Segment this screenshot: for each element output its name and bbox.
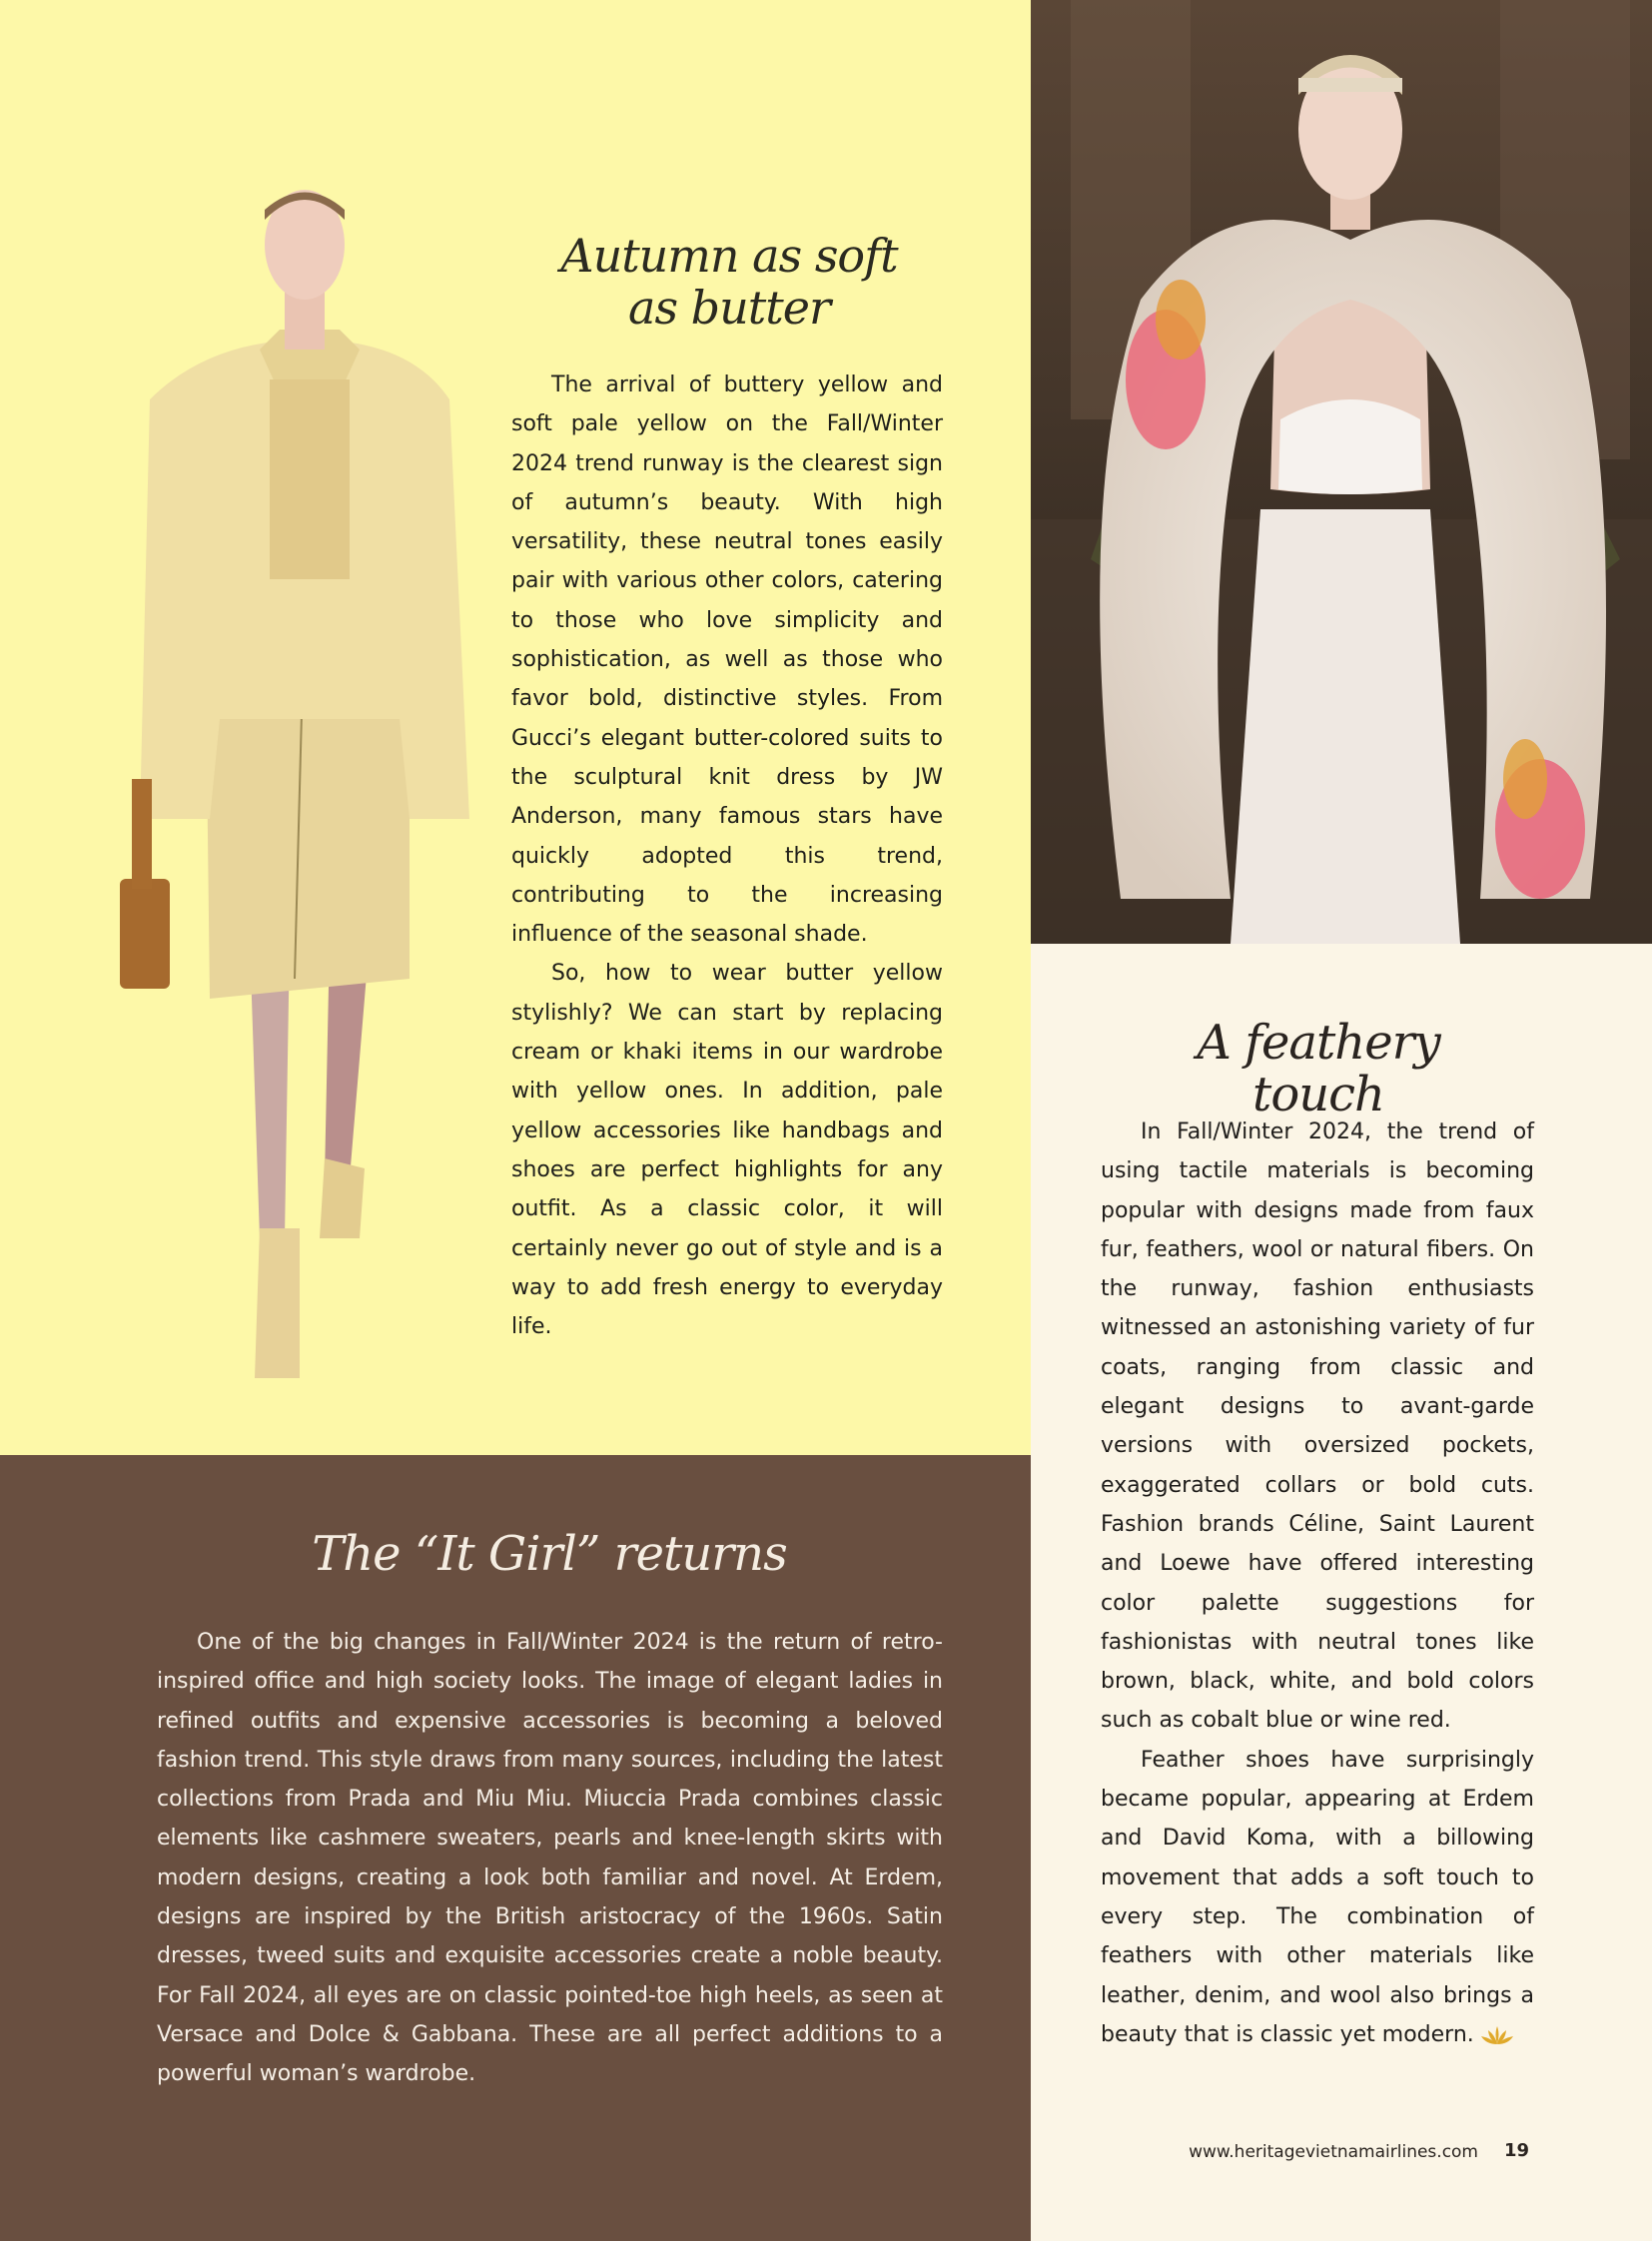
page-number: 19	[1504, 2140, 1530, 2161]
feather-paragraph-1: In Fall/Winter 2024, the trend of using tactile materials is becoming popular with designs made from faux fur, feathers, wool or natural fibers. On the runway, fashion enthusiasts witnessed an astonishing variety of fur coats, ranging from classic and elegant designs to avant-garde versions with oversized pockets, exaggerated collars or bold cuts. Fashion brands Céline, Saint Laurent and Loewe have offered interesting color palette suggestions for fashionistas with neutral tones like brown, black, white, and bold colors such as cobalt blue or wine red.	[1101, 1120, 1534, 1734]
autumn-heading-line1: Autumn as soft	[560, 229, 898, 283]
feather-paragraph-2	[1101, 1741, 1534, 2054]
feather-paragraph-2-text: Feather shoes have surprisingly became popular, appearing at Erdem and David Koma, with a billowing movement that adds a soft touch to every step. The combination of feathers with other materials like leather, denim, and wool also brings a beauty that is classic yet modern.	[1101, 1747, 1534, 2047]
itgirl-body	[157, 1623, 943, 2094]
feather-boa-runway-photo	[1031, 0, 1652, 944]
feather-body	[1101, 1113, 1534, 2054]
autumn-heading-line2: as butter	[628, 281, 830, 335]
footer-website-url: www.heritagevietnamairlines.com	[1189, 2142, 1478, 2162]
lotus-icon	[1480, 2024, 1514, 2046]
autumn-paragraph-2: So, how to wear butter yellow stylishly? We can start by replacing cream or khaki items in our wardrobe with yellow ones. In addition, pale yellow accessories like handbags and shoes are perfect highlights for any outfit. As a classic color, it will certainly never go out of style and is a way to add fresh energy to everyday life.	[511, 961, 943, 1340]
feather-boa-model-image	[1031, 0, 1652, 944]
itgirl-paragraph-1: One of the big changes in Fall/Winter 2024 is the return of retro-inspired office and high society looks. The image of elegant ladies in refined outfits and expensive accessories is becoming a beloved fashion trend. This style draws from many sources, including the latest collections from Prada and Miu Miu. Miuccia Prada combines classic elements like cashmere sweaters, pearls and knee-length skirts with modern designs, creating a look both familiar and novel. At Erdem, designs are inspired by the British aristocracy of the 1960s. Satin dresses, tweed suits and exquisite accessories create a noble beauty. For Fall 2024, all eyes are on classic pointed-toe high heels, as seen at Versace and Dolce & Gabbana. These are all perfect additions to a powerful woman’s wardrobe.	[157, 1630, 943, 2087]
autumn-body	[511, 366, 943, 1346]
autumn-paragraph-1: The arrival of buttery yellow and soft pale yellow on the Fall/Winter 2024 trend runway is the clearest sign of autumn’s beauty. With high versatility, these neutral tones easily pair with various other colors, catering to those who love simplicity and sophistication, as well as those who favor bold, distinctive styles. From Gucci’s elegant butter-colored suits to the sculptural knit dress by JW Anderson, many famous stars have quickly adopted this trend, contributing to the increasing influence of the seasonal shade.	[511, 373, 943, 948]
itgirl-heading: The “It Girl” returns	[312, 1526, 787, 1582]
autumn-heading	[519, 230, 939, 334]
feather-heading: A feathery touch	[1197, 1015, 1440, 1122]
butter-yellow-model-image	[110, 180, 489, 1388]
